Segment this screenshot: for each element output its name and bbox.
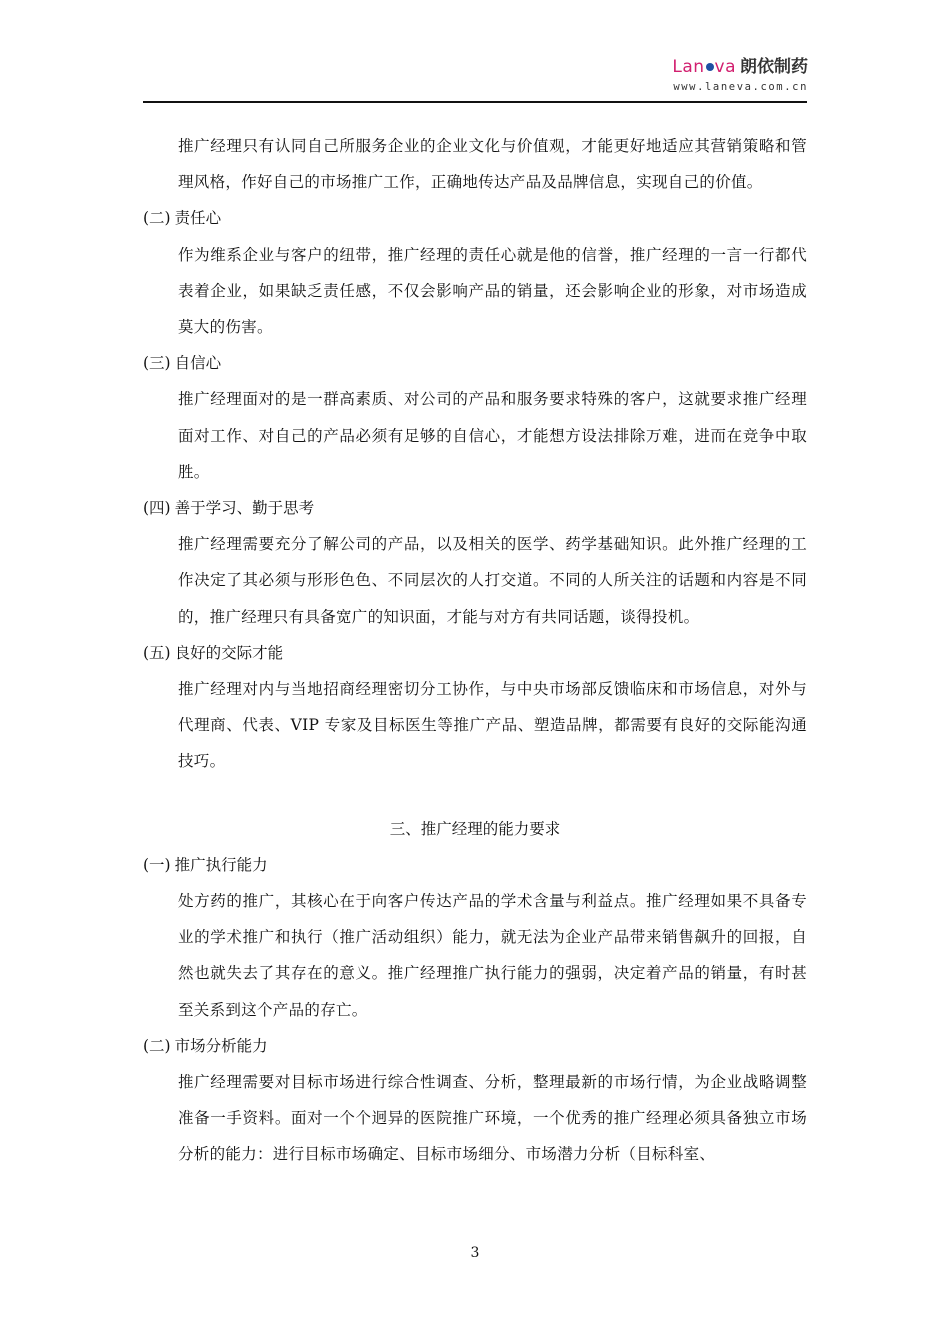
logo-dot-icon bbox=[706, 63, 714, 71]
subheading bbox=[143, 847, 807, 883]
subheading-text: 推广执行能力 bbox=[174, 855, 268, 874]
logo-wordmark: Lan va bbox=[672, 57, 736, 77]
subheading-number: (一) bbox=[143, 855, 171, 874]
subheading-number: (四) bbox=[143, 499, 171, 518]
subheading bbox=[143, 1028, 807, 1064]
subheading-number: (二) bbox=[143, 209, 171, 228]
paragraph: 推广经理面对的是一群高素质、对公司的产品和服务要求特殊的客户，这就要求推广经理面对工作、对自己的产品必须有足够的自信心，才能想方设法排除万难，进而在竞争中取胜。 bbox=[178, 390, 807, 481]
subheading-number: (二) bbox=[143, 1036, 171, 1055]
paragraph: 推广经理需要对目标市场进行综合性调查、分析，整理最新的市场行情，为企业战略调整准备一手资料。面对一个个迥异的医院推广环境，一个优秀的推广经理必须具备独立市场分析的能力：进行目标市场确定、目标市场细分、市场潜力分析（目标科室、 bbox=[178, 1073, 807, 1164]
company-url: www.laneva.com.cn bbox=[673, 81, 808, 93]
paragraph: 推广经理对内与当地招商经理密切分工协作，与中央市场部反馈临床和市场信息，对外与代理商、代表、VIP 专家及目标医生等推广产品、塑造品牌，都需要有良好的交际能沟通技巧。 bbox=[178, 680, 807, 771]
logo-chinese-name: 朗依制药 bbox=[740, 57, 808, 77]
subheading-text: 责任心 bbox=[174, 209, 222, 228]
subheading-number: (五) bbox=[143, 643, 171, 662]
header-divider bbox=[143, 101, 807, 103]
subheading-text: 自信心 bbox=[174, 354, 222, 373]
subheading-text: 良好的交际才能 bbox=[174, 643, 284, 662]
subheading bbox=[143, 200, 807, 236]
paragraph: 推广经理需要充分了解公司的产品，以及相关的医学、药学基础知识。此外推广经理的工作决定了其必须与形形色色、不同层次的人打交道。不同的人所关注的话题和内容是不同的，推广经理只有具备宽广的知识面，才能与对方有共同话题，谈得投机。 bbox=[178, 535, 807, 626]
paragraph: 作为维系企业与客户的纽带，推广经理的责任心就是他的信誉，推广经理的一言一行都代表着企业，如果缺乏责任感，不仅会影响产品的销量，还会影响企业的形象，对市场造成莫大的伤害。 bbox=[178, 245, 807, 337]
subheading-text: 善于学习、勤于思考 bbox=[174, 499, 315, 518]
subheading bbox=[143, 490, 807, 526]
subheading bbox=[143, 345, 807, 381]
paragraph: 处方药的推广，其核心在于向客户传达产品的学术含量与利益点。推广经理如果不具备专业的学术推广和执行（推广活动组织）能力，就无法为企业产品带来销售飙升的回报，自然也就失去了其存在的意义。推广经理推广执行能力的强弱，决定着产品的销量，有时甚至关系到这个产品的存亡。 bbox=[178, 892, 807, 1019]
subheading-number: (三) bbox=[143, 354, 171, 373]
subheading bbox=[143, 635, 807, 671]
page-number: 3 bbox=[470, 1245, 480, 1261]
document-body bbox=[143, 128, 807, 1173]
subheading-text: 市场分析能力 bbox=[174, 1036, 268, 1055]
section-title: 三、推广经理的能力要求 bbox=[389, 819, 561, 838]
company-logo bbox=[672, 52, 808, 93]
paragraph: 推广经理只有认同自己所服务企业的企业文化与价值观，才能更好地适应其营销策略和管理风格，作好自己的市场推广工作，正确地传达产品及品牌信息，实现自己的价值。 bbox=[178, 137, 807, 192]
